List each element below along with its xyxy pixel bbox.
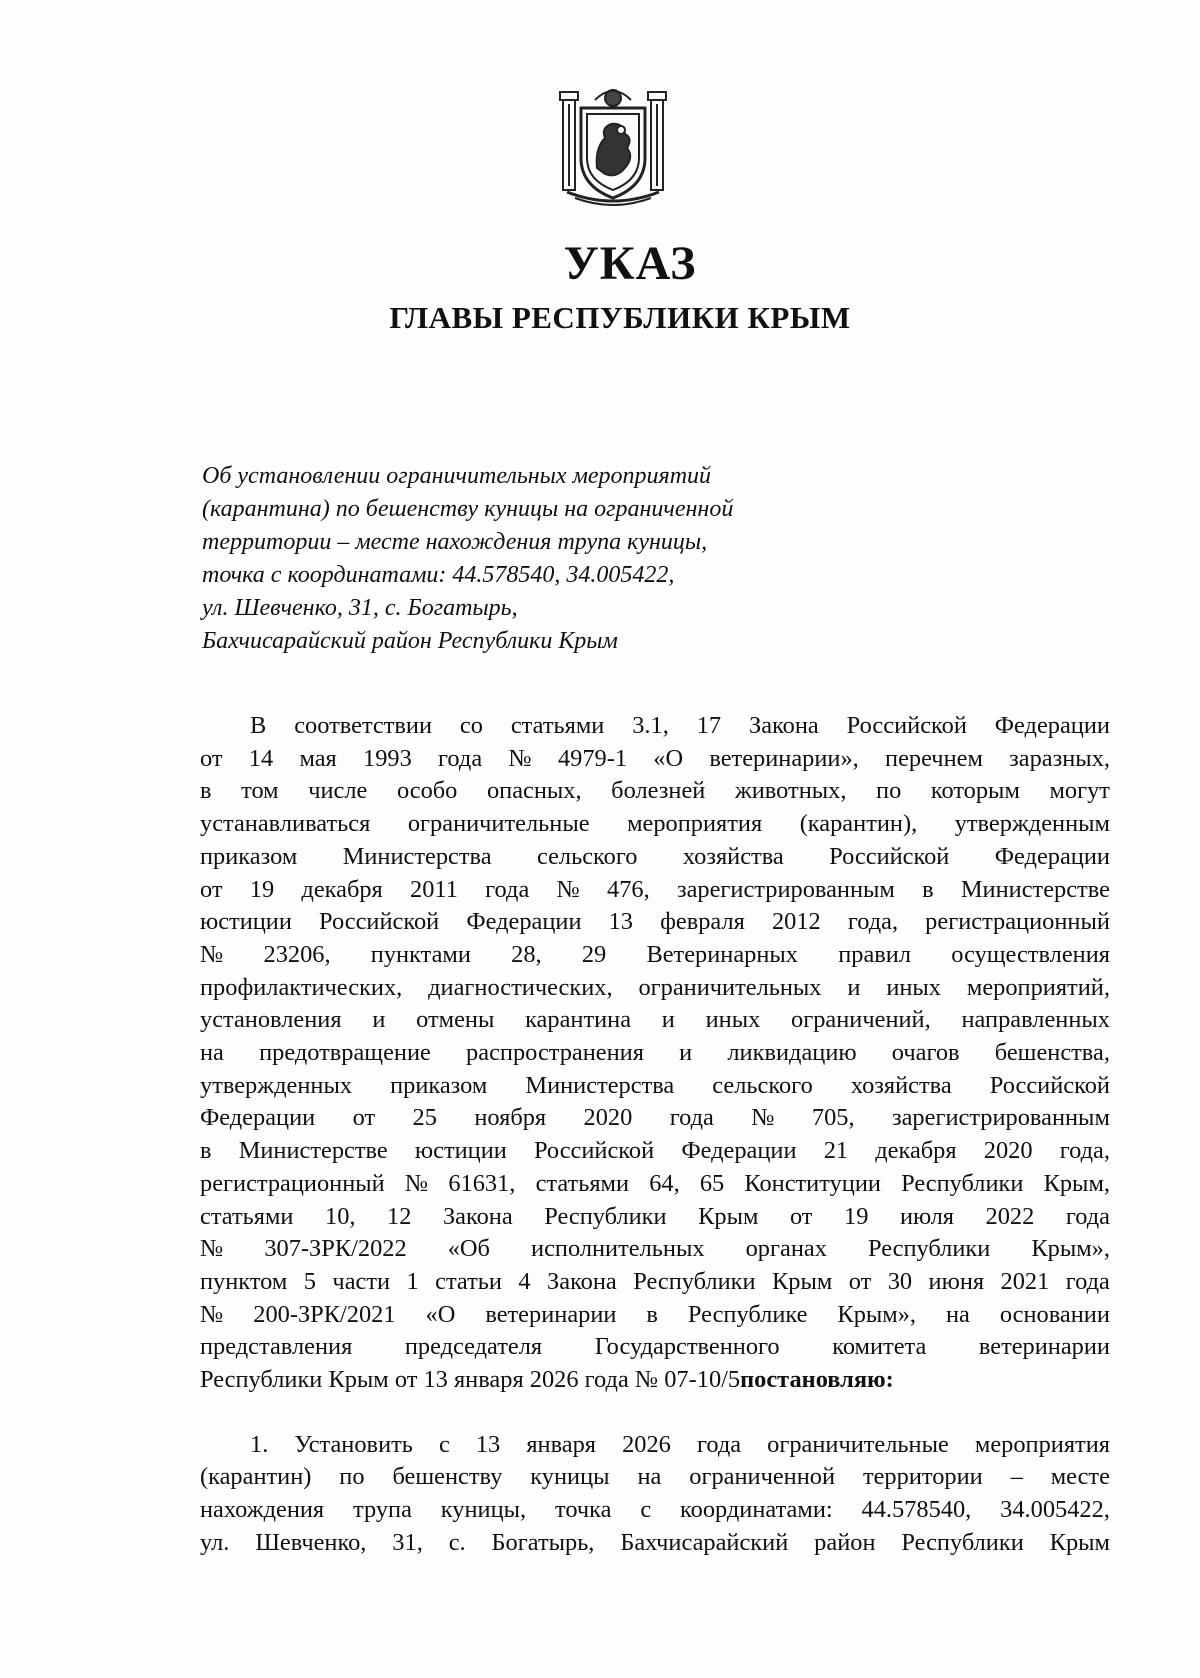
subject-line: ул. Шевченко, 31, с. Богатырь, (202, 595, 518, 621)
subject-line: (карантина) по бешенству куницы на ограниченной (202, 496, 734, 522)
text-line: нахождения трупа куницы, точка с координатами: 44.578540, 34.005422, (200, 1496, 1110, 1524)
decree-subject (202, 460, 822, 658)
text-line: ул. Шевченко, 31, с. Богатырь, Бахчисарайский район Республики Крым (200, 1528, 1110, 1556)
text-line: № 23206, пунктами 28, 29 Ветеринарных правил осуществления (200, 940, 1110, 968)
decree-issuer: ГЛАВЫ РЕСПУБЛИКИ КРЫМ (389, 300, 851, 335)
preamble-paragraph (200, 710, 1110, 1364)
text-line: В соответствии со статьями 3.1, 17 Закона Российской Федерации (250, 712, 1110, 739)
text-line: профилактических, диагностических, ограничительных и иных мероприятий, (200, 973, 1110, 1001)
preamble-final-text: Республики Крым от 13 января 2026 года № 07-10/5 (200, 1366, 741, 1394)
decree-title: УКАЗ (563, 237, 697, 290)
text-line: утвержденных приказом Министерства сельского хозяйства Российской (200, 1071, 1110, 1099)
decree-body (200, 710, 1110, 1560)
text-line: устанавливаться ограничительные мероприятия (карантин), утвержденным (200, 810, 1110, 838)
text-line: приказом Министерства сельского хозяйства Российской Федерации (200, 842, 1110, 870)
resolution-word: постановляю: (740, 1366, 894, 1394)
text-line: от 14 мая 1993 года № 4979-1 «О ветеринарии», перечнем заразных, (200, 744, 1110, 772)
text-line: 1. Установить с 13 января 2026 года ограничительные мероприятия (250, 1430, 1110, 1458)
text-line: представления председателя Государственного комитета ветеринарии (200, 1333, 1110, 1361)
preamble-final-line (200, 1364, 1110, 1397)
subject-line: Об установлении ограничительных мероприятий (202, 463, 712, 489)
subject-line: точка с координатами: 44.578540, 34.005422, (202, 562, 675, 588)
text-line: Федерации от 25 ноября 2020 года № 705, зарегистрированным (200, 1104, 1110, 1132)
paragraph-gap (200, 1397, 1110, 1429)
text-line: (карантин) по бешенству куницы на ограниченной территории – месте (200, 1463, 1110, 1491)
text-line: № 200-ЗРК/2021 «О ветеринарии в Республике Крым», на основании (200, 1300, 1110, 1328)
subject-line: Бахчисарайский район Республики Крым (202, 628, 618, 654)
text-line: установления и отмены карантина и иных ограничений, направленных (200, 1006, 1110, 1034)
text-line: в том числе особо опасных, болезней животных, по которым могут (200, 777, 1110, 805)
crimea-coat-of-arms-emblem (557, 78, 669, 206)
text-line: статьями 10, 12 Закона Республики Крым от 19 июля 2022 года (200, 1202, 1110, 1230)
text-line: регистрационный № 61631, статьями 64, 65 Конституции Республики Крым, (200, 1169, 1110, 1197)
text-line: на предотвращение распространения и ликвидацию очагов бешенства, (200, 1039, 1110, 1067)
text-line: № 307-ЗРК/2022 «Об исполнительных органах Республики Крым», (200, 1235, 1110, 1263)
clause-1-paragraph (200, 1429, 1110, 1560)
text-line: в Министерстве юстиции Российской Федерации 21 декабря 2020 года, (200, 1137, 1110, 1165)
subject-line: территории – месте нахождения трупа куницы, (202, 529, 708, 555)
text-line: юстиции Российской Федерации 13 февраля 2012 года, регистрационный (200, 908, 1110, 936)
text-line: от 19 декабря 2011 года № 476, зарегистрированным в Министерстве (200, 875, 1110, 903)
text-line: пунктом 5 части 1 статьи 4 Закона Республики Крым от 30 июня 2021 года (200, 1267, 1110, 1295)
